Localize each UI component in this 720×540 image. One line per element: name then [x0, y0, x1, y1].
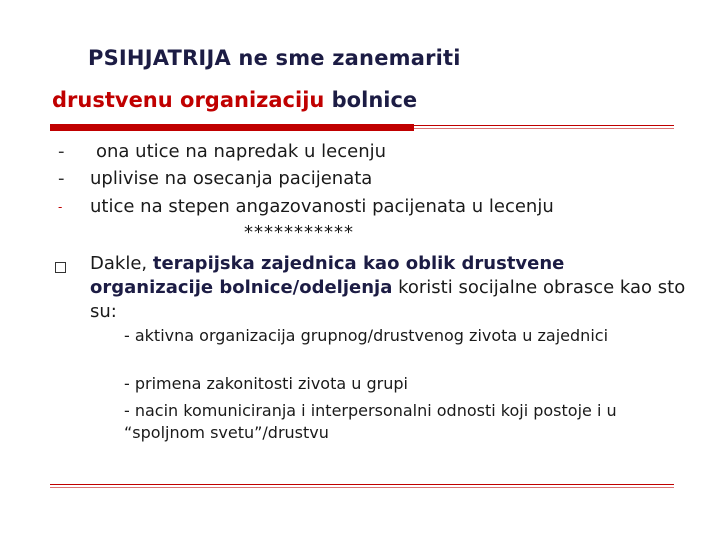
title-rest: bolnice — [324, 88, 418, 112]
title-highlight: drustvenu organizaciju — [52, 88, 325, 112]
dash-item: utice na stepen angazovanosti pacijenata u lecenju — [90, 196, 554, 217]
sub-item: - aktivna organizacija grupnog/drustvenog zivota u zajednici — [124, 326, 609, 345]
dash-bullet: - — [58, 168, 65, 189]
paragraph-intro: Dakle, — [90, 253, 153, 274]
main-paragraph — [90, 252, 690, 324]
dash-bullet: - — [58, 141, 65, 162]
title-accent-bar — [50, 124, 414, 131]
footer-divider — [50, 484, 674, 485]
dash-item: ona utice na napredak u lecenju — [96, 141, 387, 162]
dash-bullet: - — [58, 200, 63, 214]
slide-title-line1: PSIHJATRIJA ne sme zanemariti — [88, 46, 461, 70]
slide-title-line2 — [52, 88, 417, 112]
footer-divider-secondary — [50, 487, 674, 488]
sub-item: - primena zakonitosti zivota u grupi — [124, 374, 408, 393]
paragraph-rest: koristi socijalne obrasce kao sto su: — [90, 277, 686, 322]
dash-item: uplivise na osecanja pacijenata — [90, 168, 373, 189]
separator-stars: *********** — [244, 222, 354, 243]
paragraph-bold: terapijska zajednica kao oblik drustvene organizacije bolnice/odeljenja — [90, 253, 565, 298]
square-bullet-icon — [55, 262, 66, 273]
sub-item: - nacin komuniciranja i interpersonalni odnosti koji postoje i u “spoljnom svetu”/drustvu — [124, 401, 617, 442]
